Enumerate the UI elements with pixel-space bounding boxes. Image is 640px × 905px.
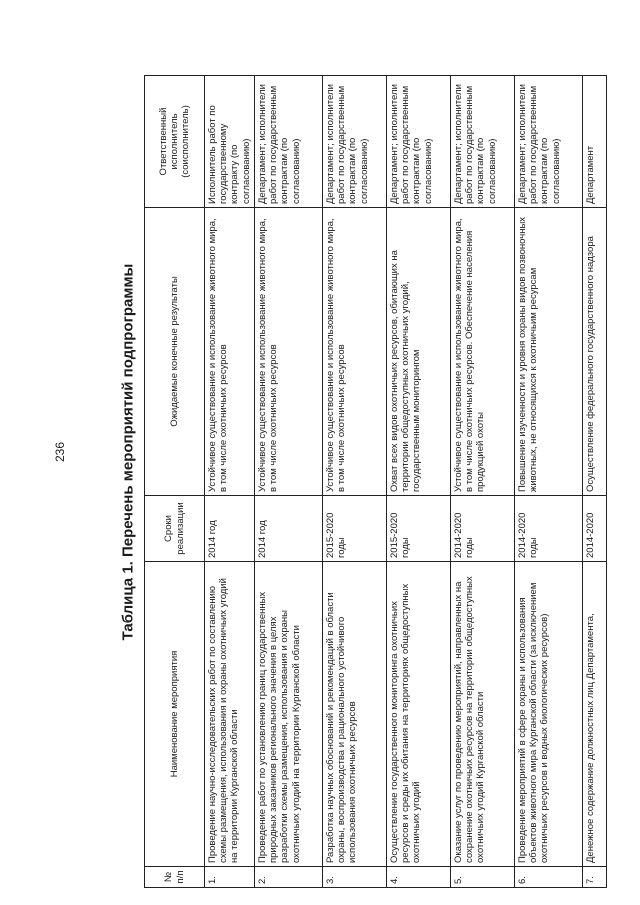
header-result: Ожидаемые конечные результаты <box>145 208 205 496</box>
table-row <box>515 76 583 888</box>
row-responsible: Департамент <box>583 76 607 208</box>
row-result: Устойчивое существование и использование животного мира, в том числе охотничьих ресурсов <box>323 208 387 496</box>
row-result: Повышение изученности и уровня охраны видов позвоночных животных, не относящихся к охотничьим ресурсам <box>515 208 583 496</box>
row-num: 6. <box>515 867 583 888</box>
table-row <box>255 76 323 888</box>
row-term: 2014-2020 годы <box>515 496 583 562</box>
row-name: Оказание услуг по проведению мероприятий, направленных на сохранение охотничьих ресурсов на территории общедоступных охотничьих угодий Курганской области <box>451 562 515 867</box>
table-row <box>387 76 451 888</box>
measures-table-container <box>144 76 606 888</box>
row-num: 1. <box>205 867 255 888</box>
row-num: 2. <box>255 867 323 888</box>
row-responsible: Исполнитель работ по государственному контракту (по согласованию) <box>205 76 255 208</box>
table-row <box>451 76 515 888</box>
row-term: 2014-2020 <box>583 496 607 562</box>
header-num: № п/п <box>145 867 205 888</box>
row-result: Устойчивое существование и использование животного мира, в том числе охотничьих ресурсов <box>205 208 255 496</box>
row-term: 2014-2020 годы <box>451 496 515 562</box>
row-term: 2015-2020 годы <box>387 496 451 562</box>
measures-table <box>144 75 607 888</box>
row-responsible: Департамент; исполнители работ по государственным контрактам (по согласованию) <box>387 76 451 208</box>
row-result: Охват всех видов охотничьих ресурсов, обитающих на территории общедоступных охотничьих угодий, государственным мониторингом <box>387 208 451 496</box>
row-name: Денежное содержание должностных лиц Департамента, <box>583 562 607 867</box>
row-num: 3. <box>323 867 387 888</box>
header-responsible: Ответственный исполнитель (соисполнитель) <box>145 76 205 208</box>
row-num: 7. <box>583 867 607 888</box>
row-term: 2014 год <box>205 496 255 562</box>
table-header-row <box>145 76 205 888</box>
header-term: Сроки реализации <box>145 496 205 562</box>
row-responsible: Департамент; исполнители работ по государственным контрактам (по согласованию) <box>255 76 323 208</box>
row-result: Осуществление федерального государственного надзора <box>583 208 607 496</box>
page-number: 236 <box>53 441 67 463</box>
row-name: Проведение работ по установлению границ государственных природных заказников регионального значения в целях разработки схемы размещения, использования и охраны охотничьих угодий на территории Курганской области <box>255 562 323 867</box>
table-row <box>583 76 607 888</box>
row-term: 2014 год <box>255 496 323 562</box>
row-num: 4. <box>387 867 451 888</box>
row-responsible: Департамент; исполнители работ по государственным контрактам (по согласованию) <box>451 76 515 208</box>
row-responsible: Департамент; исполнители работ по государственным контрактам (по согласованию) <box>515 76 583 208</box>
row-name: Разработка научных обоснований и рекомендаций в области охраны, воспроизводства и рационального устойчивого использования охотничьих ресурсов <box>323 562 387 867</box>
header-name: Наименование мероприятия <box>145 562 205 867</box>
row-term: 2015-2020 годы <box>323 496 387 562</box>
table-title: Таблица 1. Перечень мероприятий подпрограммы <box>119 263 137 641</box>
table-row <box>205 76 255 888</box>
row-responsible: Департамент; исполнители работ по государственным контрактам (по согласованию) <box>323 76 387 208</box>
row-name: Осуществление государственного мониторинга охотничьих ресурсов и среды их обитания на территориях общедоступных охотничьих угодий <box>387 562 451 867</box>
row-result: Устойчивое существование и использование животного мира, в том числе охотничьих ресурсов <box>255 208 323 496</box>
row-result: Устойчивое существование и использование животного мира, в том числе охотничьих ресурсов. Обеспечение населения продукцией охоты <box>451 208 515 496</box>
row-name: Проведение мероприятий в сфере охраны и использования объектов животного мира Курганской области (за исключением охотничьих ресурсов и водных биологических ресурсов) <box>515 562 583 867</box>
row-num: 5. <box>451 867 515 888</box>
row-name: Проведение научно-исследовательских работ по составлению схемы размещения, использования и охраны охотничьих угодий на территории Курганской области <box>205 562 255 867</box>
table-row <box>323 76 387 888</box>
